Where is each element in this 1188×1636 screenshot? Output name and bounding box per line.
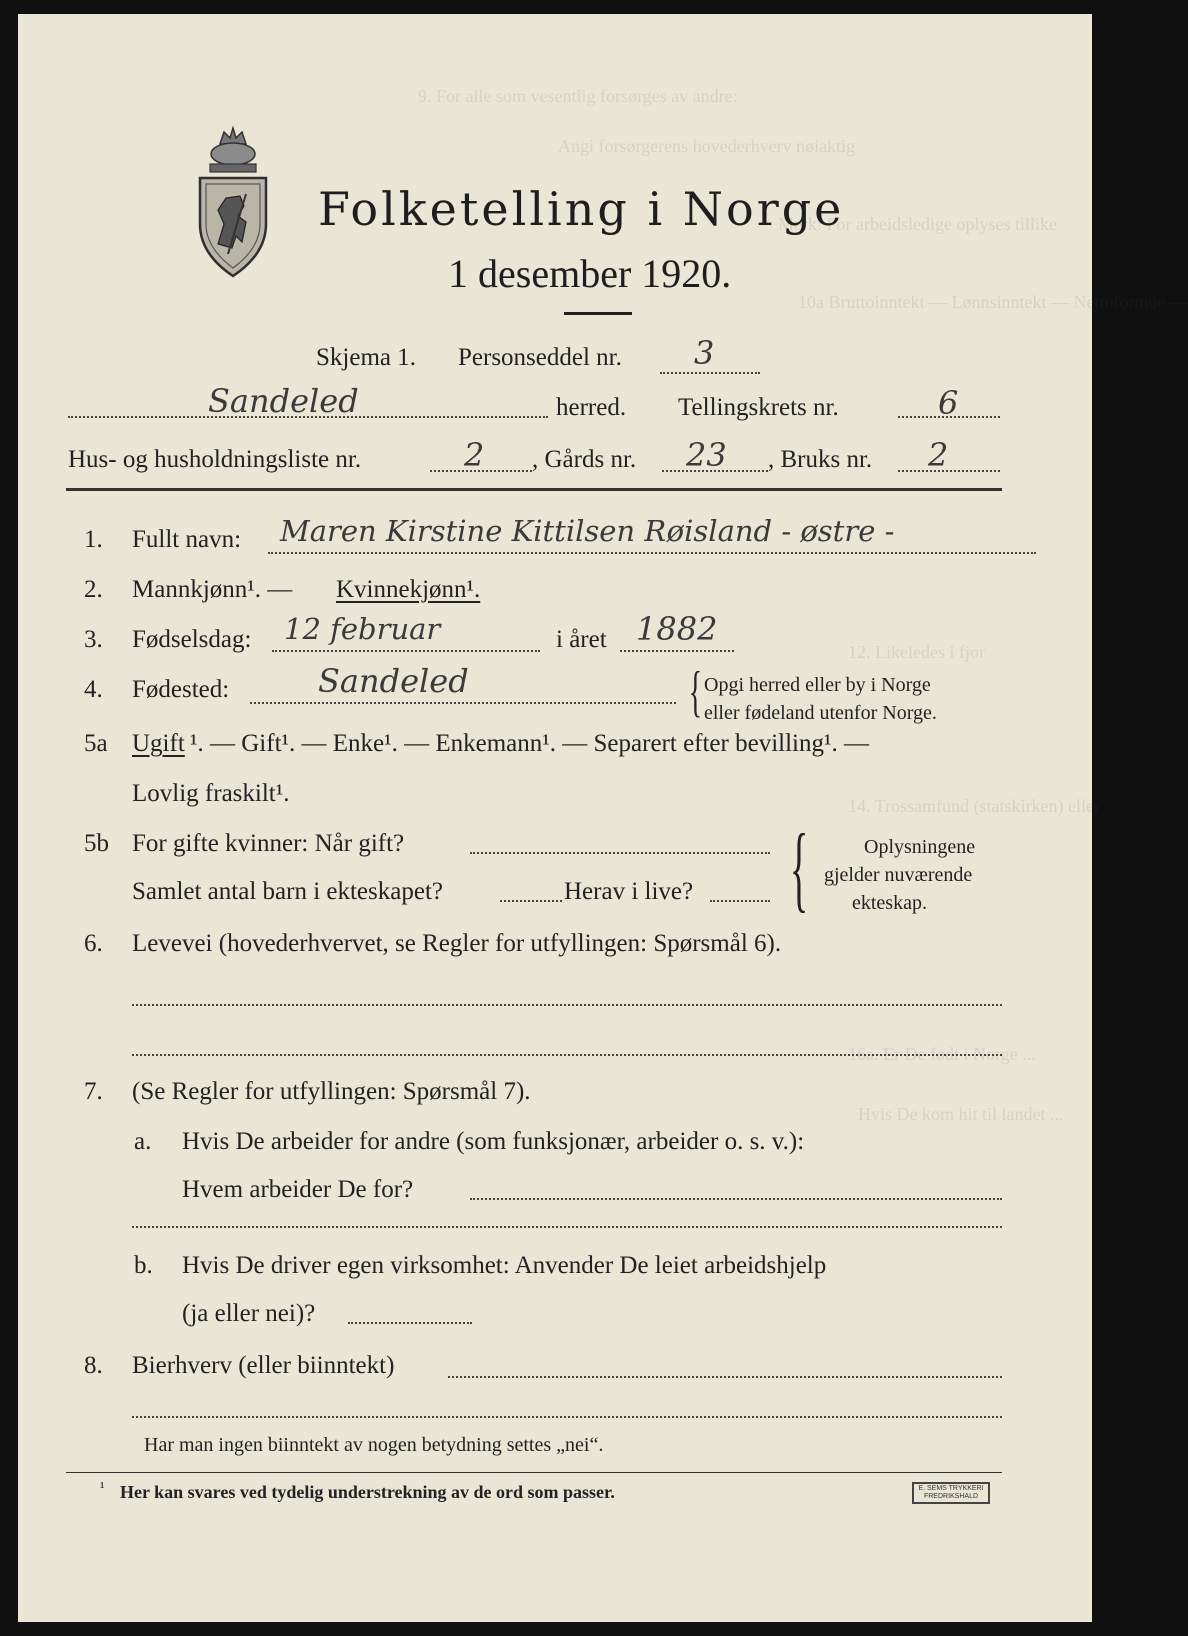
skjema-label: Skjema 1. [316, 344, 416, 371]
q5b-alive-label: Herav i live? [564, 878, 694, 905]
q1-label: Fullt navn: [132, 526, 242, 553]
q5b-children-line [500, 900, 562, 902]
q2-number: 2. [84, 576, 103, 603]
gards-value: 23 [686, 436, 727, 474]
bruks-line [898, 470, 1000, 472]
q4-note-2: eller fødeland utenfor Norge. [704, 702, 937, 724]
q7a-employer-line [470, 1198, 1002, 1200]
note-nei: Har man ingen biinntekt av nogen betydning settes „nei“. [144, 1434, 604, 1456]
q2-kvinne-underlined: Kvinnekjønn¹. [336, 576, 481, 603]
q2-mann: Mannkjønn¹. — [132, 576, 293, 603]
title-divider [564, 312, 632, 315]
q7a-letter: a. [134, 1128, 152, 1155]
q3-line [272, 650, 540, 652]
q1-number: 1. [84, 526, 103, 553]
q6-label: Levevei (hovederhvervet, se Regler for utfyllingen: Spørsmål 6). [132, 930, 782, 957]
coat-of-arms-icon [188, 124, 278, 284]
q1-line [268, 552, 1036, 554]
q8-number: 8. [84, 1352, 103, 1379]
q8-line-2 [132, 1416, 1002, 1418]
q4-label: Fødested: [132, 676, 230, 703]
footer-divider [66, 1472, 1002, 1473]
bleed-through-text: Merk: For arbeidsledige oplyses tillike [778, 214, 1057, 234]
q7-number: 7. [84, 1078, 103, 1105]
personseddel-value: 3 [694, 334, 715, 372]
form-title: Folketelling i Norge [318, 182, 845, 236]
personseddel-line [660, 372, 760, 374]
q7b-letter: b. [134, 1252, 153, 1279]
q5a-line-2: Lovlig fraskilt¹. [132, 780, 290, 807]
q5b-note-3: ekteskap. [852, 892, 927, 914]
q4-brace: { [688, 661, 703, 723]
form-date: 1 desember 1920. [448, 251, 732, 296]
bruks-label: , Bruks nr. [768, 446, 873, 473]
gards-label: , Gårds nr. [532, 446, 637, 473]
q3-year-value: 1882 [636, 610, 718, 648]
q5b-alive-line [710, 900, 770, 902]
bleed-through-text: 10a Bruttoinntekt — Lønnsinntekt — Nettoformue — [798, 292, 1188, 312]
q5b-brace: { [789, 814, 809, 921]
q3-label: Fødselsdag: [132, 626, 252, 653]
q5a-number: 5a [84, 730, 108, 757]
q3-year-line [620, 650, 734, 652]
personseddel-label: Personseddel nr. [458, 344, 622, 371]
q5a-ugift-underlined: Ugift [132, 730, 185, 757]
q4-line [250, 702, 676, 704]
tellingskrets-label: Tellingskrets nr. [678, 394, 839, 421]
q8-label: Bierhverv (eller biinntekt) [132, 1352, 395, 1379]
q8-line-1 [448, 1376, 1002, 1378]
header-divider [66, 488, 1002, 491]
q7a-line-2: Hvem arbeider De for? [182, 1176, 414, 1203]
hus-label: Hus- og husholdningsliste nr. [68, 446, 362, 473]
bleed-through-text: 14. Trossamfund (statskirken) eller [848, 796, 1100, 816]
footnote-text: Her kan svares ved tydelig understrekning av de ord som passer. [120, 1482, 615, 1502]
bleed-through-text: 16a. Er De født i Norge ... [848, 1044, 1036, 1064]
q5a-options: ¹. — Gift¹. — Enke¹. — Enkemann¹. — Separert efter bevilling¹. — [190, 730, 869, 757]
q6-line-1 [132, 1004, 1002, 1006]
q5b-children-label: Samlet antal barn i ekteskapet? [132, 878, 443, 905]
bleed-through-text: 12. Likeledes i fjor [848, 642, 985, 662]
q7a-line-1: Hvis De arbeider for andre (som funksjonær, arbeider o. s. v.): [182, 1128, 805, 1155]
bleed-through-text: 9. For alle som vesentlig forsørges av andre: [418, 86, 738, 106]
q5b-note-1: Oplysningene [864, 836, 976, 858]
q3-birthday-value: 12 februar [284, 612, 441, 646]
tellingskrets-value: 6 [938, 384, 959, 422]
q7b-line-1: Hvis De driver egen virksomhet: Anvender De leiet arbeidshjelp [182, 1252, 827, 1279]
footnote-mark: ¹ [100, 1480, 105, 1496]
q5b-note-2: gjelder nuværende [824, 864, 973, 886]
q4-note-1: Opgi herred eller by i Norge [704, 674, 931, 696]
q6-number: 6. [84, 930, 103, 957]
q4-number: 4. [84, 676, 103, 703]
printer-stamp: E. SEMS TRYKKERI FREDRIKSHALD [912, 1482, 990, 1504]
bleed-through-text: Angi forsørgerens hovederhverv nøiaktig [558, 136, 856, 156]
q5b-number: 5b [84, 830, 109, 857]
q7b-line-2: (ja eller nei)? [182, 1300, 316, 1327]
q6-line-2 [132, 1054, 1002, 1056]
q5b-line-1: For gifte kvinner: Når gift? [132, 830, 405, 857]
herred-label: herred. [556, 394, 627, 421]
q1-full-name-value: Maren Kirstine Kittilsen Røisland - østre - [280, 514, 895, 548]
q7a-extra-line [132, 1226, 1002, 1228]
hus-value: 2 [464, 436, 485, 474]
q4-birthplace-value: Sandeled [318, 662, 469, 700]
census-form [18, 14, 1188, 1622]
q5b-married-line [470, 852, 770, 854]
herred-value: Sandeled [208, 382, 359, 420]
q7b-answer-line [348, 1322, 472, 1324]
bleed-through-text: Hvis De kom hit til landet ... [858, 1104, 1064, 1124]
q3-year-label: i året [556, 626, 607, 653]
q7-label: (Se Regler for utfyllingen: Spørsmål 7). [132, 1078, 531, 1105]
q3-number: 3. [84, 626, 103, 653]
bruks-value: 2 [928, 436, 949, 474]
